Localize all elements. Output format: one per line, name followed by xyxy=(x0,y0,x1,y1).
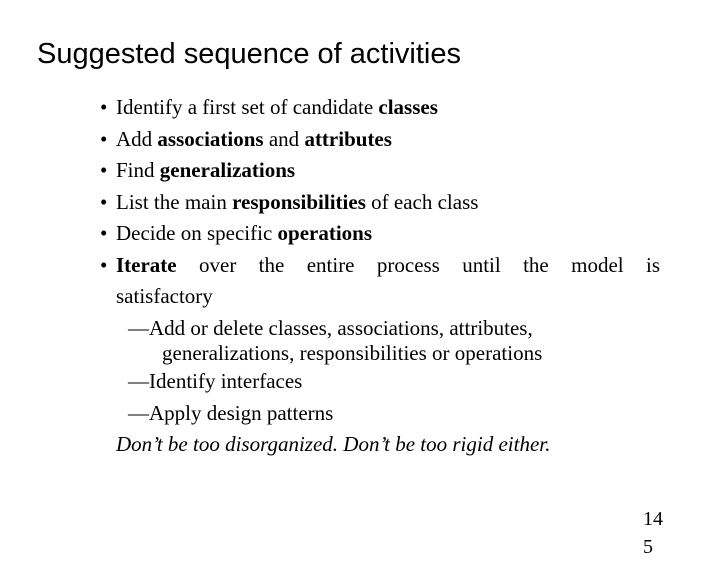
bullet-icon: • xyxy=(100,158,108,182)
iterate-line-1: Iterate over the entire process until the model is xyxy=(116,252,660,277)
bullet-item-operations: • Decide on specific operations xyxy=(100,218,660,250)
page-number: 14 5 xyxy=(643,508,663,558)
sub-item-design-patterns: —Apply design patterns xyxy=(128,400,334,425)
bullet-item-identify-classes: • Identify a first set of candidate classes xyxy=(100,92,660,124)
bullet-icon: • xyxy=(100,189,108,214)
sub-item-list xyxy=(114,313,660,430)
sub-item-add-delete: —Add or delete classes, associations, attributes, generalizations, responsibilities or operations xyxy=(128,315,543,365)
bullet-item-iterate xyxy=(100,250,660,313)
bullet-icon: • xyxy=(100,95,108,119)
bullet-item-associations-attributes: • Add associations and attributes xyxy=(100,124,660,156)
bullet-item-generalizations: • Find generalizations xyxy=(100,155,660,187)
bullet-icon: • xyxy=(100,252,108,277)
bullet-icon: • xyxy=(100,221,108,245)
bullet-icon: • xyxy=(100,126,108,151)
closing-note: Don’t be too disorganized. Don’t be too rigid either. xyxy=(116,432,551,456)
bullet-item-responsibilities: • List the main responsibilities of each class xyxy=(100,187,660,219)
slide-body xyxy=(100,92,660,461)
bullet-list xyxy=(100,92,660,313)
iterate-line-2: satisfactory xyxy=(116,284,213,308)
slide-title: Suggested sequence of activities xyxy=(37,38,461,70)
sub-item-identify-interfaces: —Identify interfaces xyxy=(128,369,303,393)
